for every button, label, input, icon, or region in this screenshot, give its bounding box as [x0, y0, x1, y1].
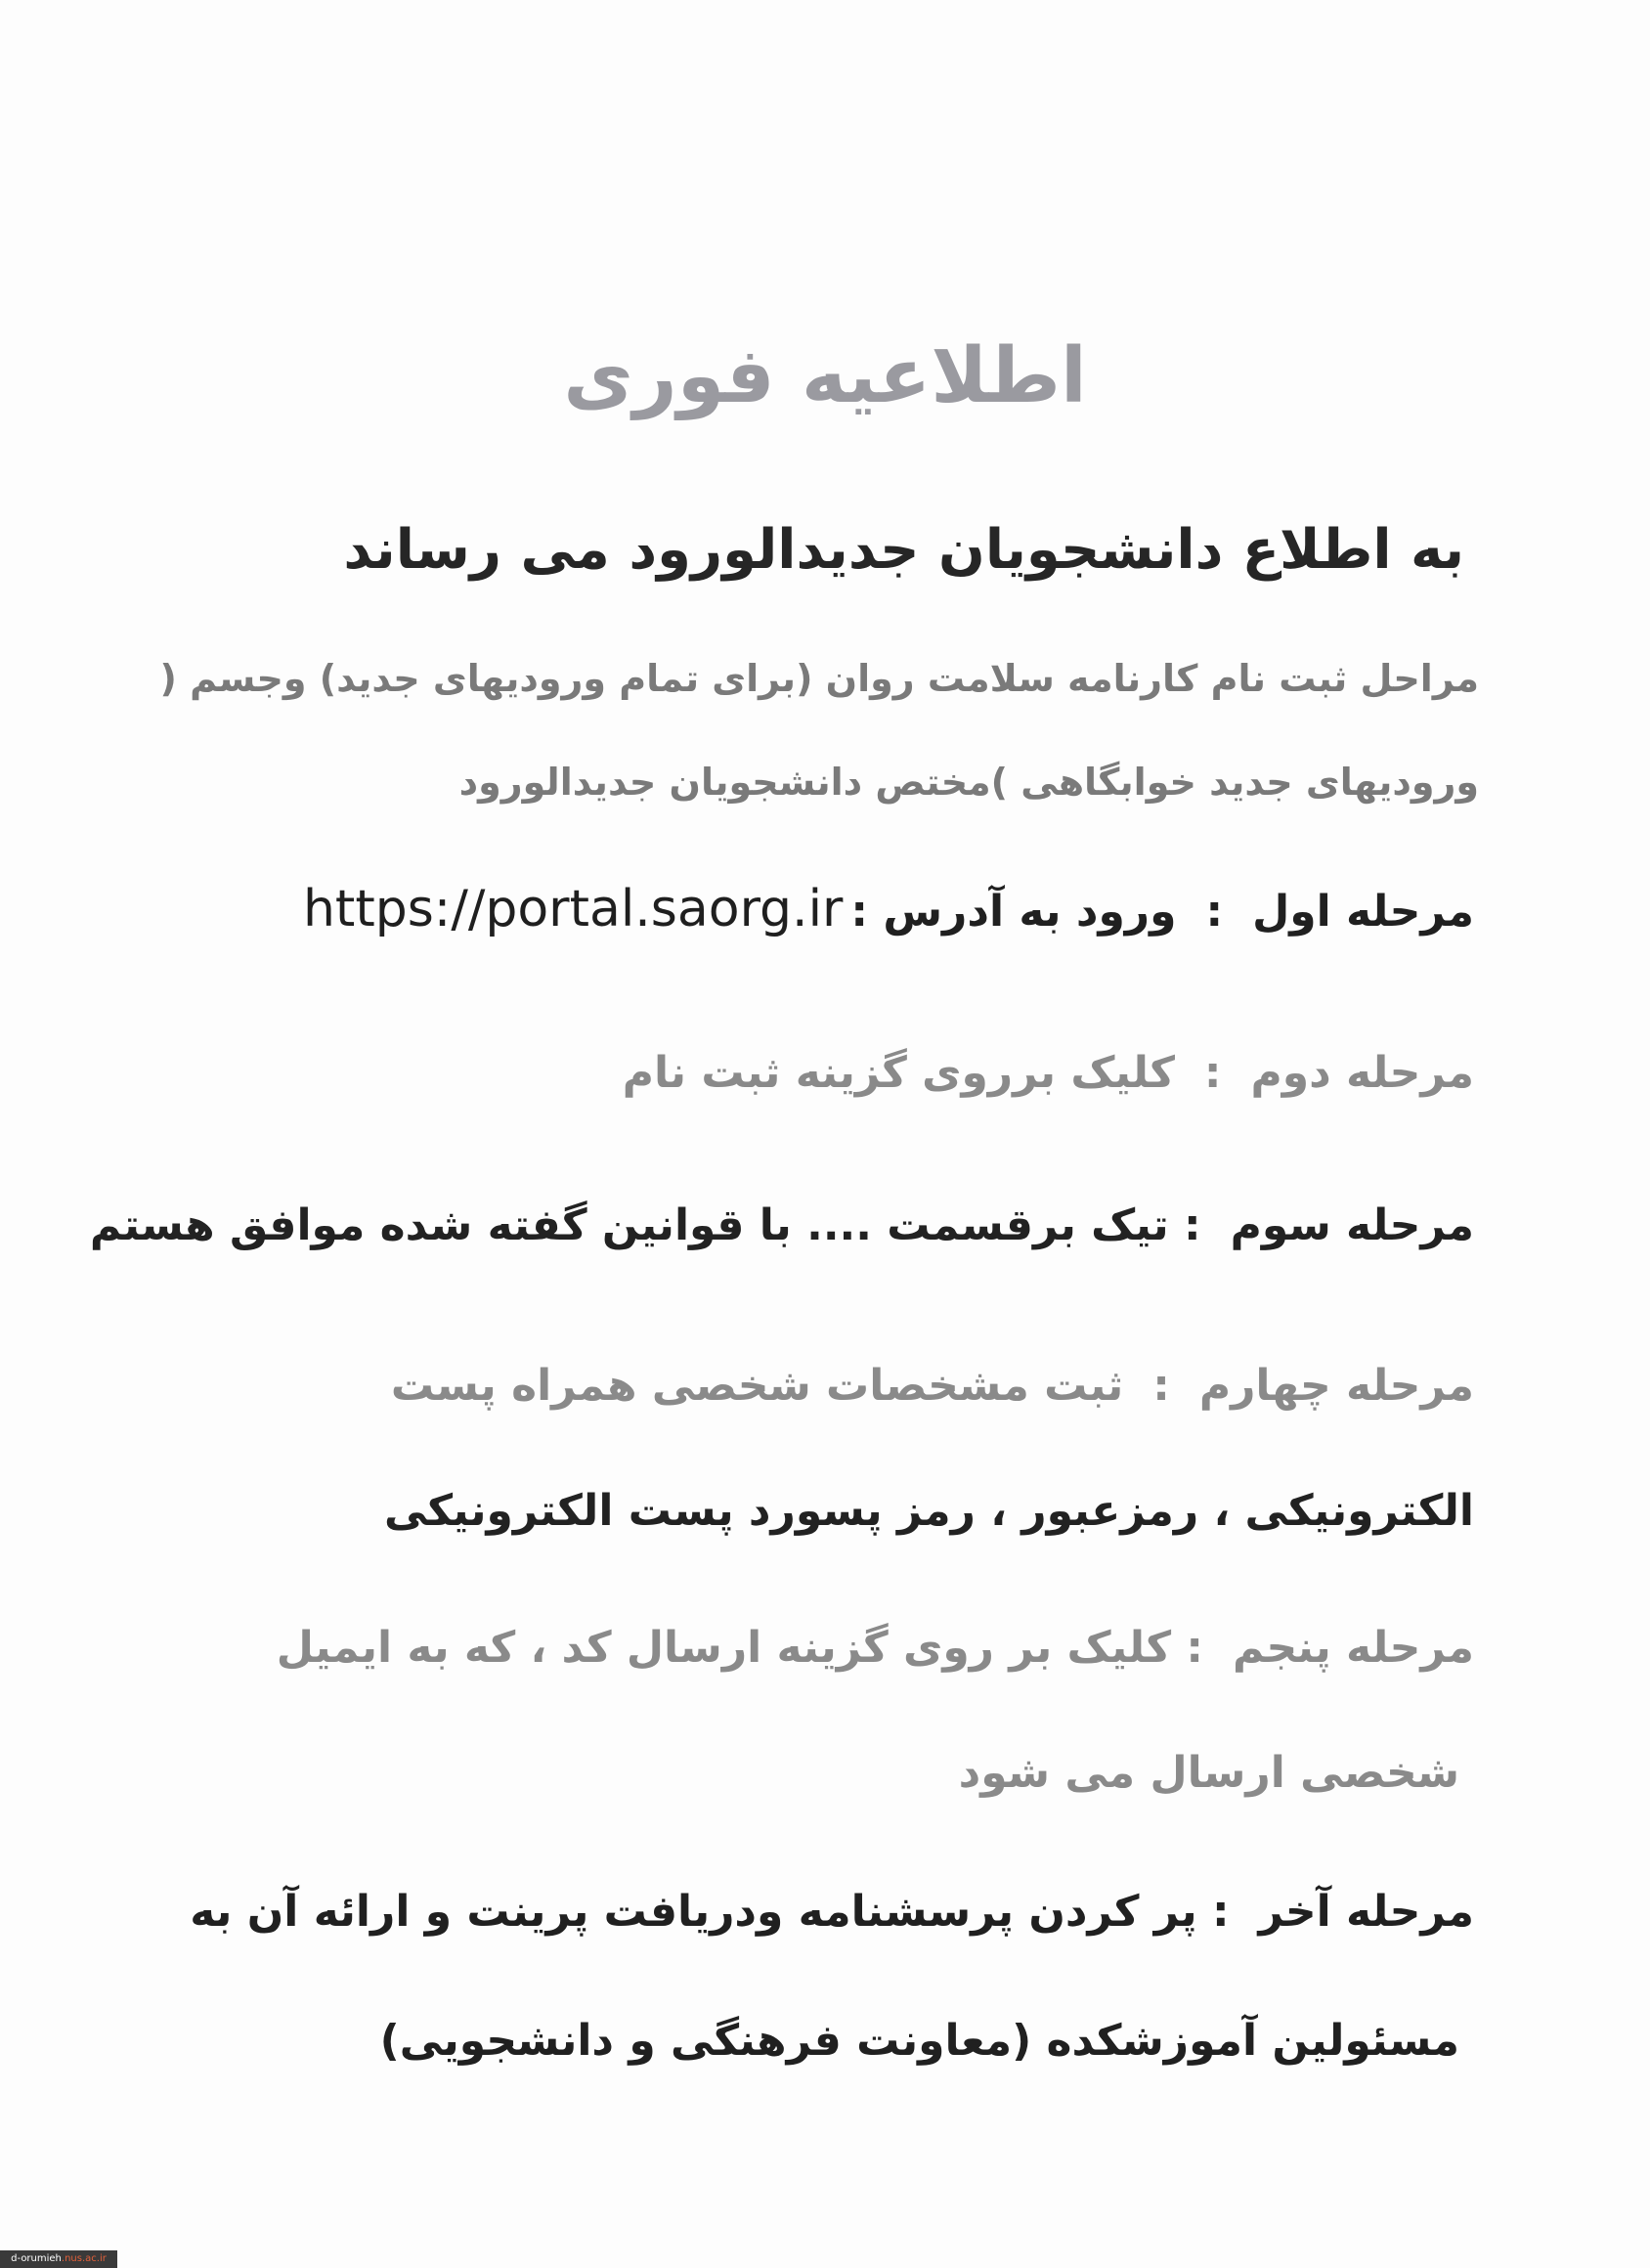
step-6-text: : پر کردن پرسشنامه ودریافت پرینت و ارائه آن به [190, 1887, 1230, 1937]
step-5 [277, 1623, 1474, 1673]
watermark-domain: .nus.ac.ir [61, 2253, 107, 2264]
step-4-continuation: الکترونیکی ، رمزعبور ، رمز پسورد پست الکترونیکی [383, 1486, 1474, 1536]
portal-url-link[interactable]: https://portal.saorg.ir [302, 880, 844, 938]
step-4 [391, 1361, 1474, 1411]
page-title: اطلاعیه فوری [563, 332, 1087, 420]
step-5-continuation: شخصی ارسال می شود [958, 1748, 1459, 1798]
step-3-text: : تیک برقسمت .... با قوانین گفته شده موافق هستم [89, 1200, 1201, 1250]
watermark-site: d-orumieh [11, 2253, 62, 2264]
step-4-text: ثبت مشخصات شخصی همراه پست [390, 1361, 1124, 1411]
announcement-subtitle: به اطلاع دانشجویان جدیدالورود می رساند [343, 518, 1464, 582]
intro-line-1: مراحل ثبت نام کارنامه سلامت روان (برای تمام ورودیهای جدید) وجسم ( [159, 657, 1479, 700]
step-1 [303, 880, 1474, 938]
step-3-label: مرحله سوم [1230, 1200, 1474, 1250]
step-6 [190, 1887, 1474, 1937]
step-6-label: مرحله آخر [1258, 1887, 1474, 1937]
intro-line-2: ورودیهای جدید خوابگاهی )مختص دانشجویان جدیدالورود [458, 761, 1479, 804]
step-6-continuation: مسئولین آموزشکده (معاونت فرهنگی و دانشجویی) [379, 2016, 1459, 2066]
step-4-label: مرحله چهارم [1198, 1361, 1474, 1411]
step-4-colon: : [1152, 1361, 1170, 1411]
step-3 [90, 1200, 1474, 1250]
step-5-label: مرحله پنجم [1233, 1623, 1474, 1673]
step-2-colon: : [1203, 1048, 1222, 1098]
step-1-label: مرحله اول [1252, 887, 1474, 937]
step-2-text: کلیک برروی گزینه ثبت نام [622, 1048, 1175, 1098]
step-5-text: : کلیک بر روی گزینه ارسال کد ، که به ایمیل [276, 1623, 1204, 1673]
step-1-colon: : [1205, 887, 1224, 937]
step-1-text: ورود به آدرس : [850, 887, 1177, 937]
step-2-label: مرحله دوم [1250, 1048, 1474, 1098]
site-watermark-badge [0, 2250, 117, 2268]
step-2 [623, 1048, 1474, 1098]
